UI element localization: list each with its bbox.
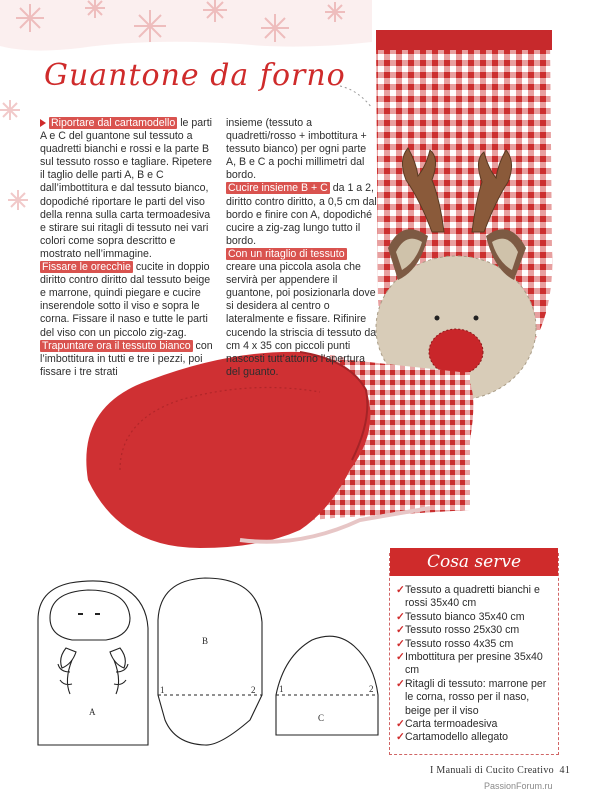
check-icon: ✓ — [396, 610, 405, 623]
pattern-label-a: A — [89, 707, 96, 717]
step-text: insieme (tessuto a quadretti/rosso + imbottitura + tessuto bianco) per ogni parte A, B e C a pochi millimetri dal bordo. — [226, 117, 367, 182]
paragraph — [40, 117, 216, 261]
page-footer — [430, 765, 570, 776]
pattern-piece-c — [276, 636, 378, 735]
check-icon: ✓ — [396, 731, 405, 744]
step-text: con l’imbottitura in tutti e tre i pezzi, poi fissare i tre strati — [40, 339, 213, 378]
check-icon: ✓ — [396, 584, 405, 596]
paragraph — [226, 248, 378, 379]
list-item: ✓ Tessuto bianco 35x40 cm — [396, 610, 525, 623]
pattern-mark-2c: 2 — [369, 684, 374, 694]
step-text: da 1 a 2, diritto contro diritto, a 0,5 cm dal bordo e finire con A, dopodiché cucire a zig-zag lungo tutto il bordo. — [226, 182, 377, 247]
list-item: ✓ Cartamodello allegato — [396, 731, 509, 744]
check-icon: ✓ — [396, 624, 405, 637]
step-highlight: Fissare le orecchie — [42, 261, 131, 274]
instructions-column-1 — [40, 117, 216, 379]
magazine-name: I Manuali di Cucito Creativo — [430, 765, 554, 776]
step-highlight: Riportare dal cartamodello — [51, 117, 176, 129]
arrow-icon — [40, 119, 46, 127]
list-item: ✓ Tessuto a quadretti bianchi e rossi 35x40 cm — [396, 584, 540, 610]
check-icon: ✓ — [396, 677, 405, 690]
list-item: ✓ Ritagli di tessuto: marrone per le corna, rosso per il naso, beige per il viso — [396, 677, 547, 717]
supplies-list — [396, 584, 556, 745]
list-item: ✓ Tessuto rosso 25x30 cm — [396, 624, 520, 637]
pattern-label-c: C — [318, 713, 325, 723]
pattern-mark-1c: 1 — [279, 684, 284, 694]
step-highlight: Con un ritaglio di tessuto — [228, 247, 345, 260]
step-highlight: Cucire insieme B + C — [228, 182, 328, 195]
page-title: Guantone da forno — [44, 58, 346, 93]
list-item: ✓ Carta termoadesiva — [396, 718, 498, 731]
page-number: 41 — [559, 765, 571, 776]
pattern-mark-1: 1 — [160, 685, 165, 695]
pattern-pieces — [38, 578, 378, 745]
check-icon: ✓ — [396, 637, 405, 650]
pattern-label-b: B — [202, 636, 209, 646]
pattern-piece-a — [38, 581, 148, 745]
step-text: creare una piccola asola che servirà per appendere il guantone, poi posizionarla dove si desidera al centro o lateralmente e fissare. Rifinire cucendo la striscia di tessuto da cm 4 x 35 con piccoli punti nascosti tutt’attorno l’apertura del guanto. — [226, 261, 377, 378]
supplies-title: Cosa serve — [390, 548, 558, 576]
paragraph — [226, 117, 378, 182]
paragraph — [40, 261, 216, 340]
list-item: ✓ Tessuto rosso 4x35 cm — [396, 637, 514, 650]
red-mitt-image — [86, 352, 473, 548]
watermark: PassionForum.ru — [484, 781, 553, 791]
pattern-mark-2: 2 — [251, 685, 256, 695]
list-item: ✓ Imbottitura per presine 35x40 cm — [396, 651, 543, 677]
check-icon: ✓ — [396, 718, 405, 731]
pattern-piece-b — [158, 578, 262, 745]
paragraph — [226, 182, 378, 247]
paragraph — [40, 340, 216, 379]
instructions-column-2 — [226, 117, 378, 379]
step-text: cucite in doppio diritto contro diritto dal tessuto beige e marrone, quindi piegare e cucire inserendole sotto il viso e sopra le corna. Fissare il naso e tutte le parti del viso con un piccolo zig-zag. — [40, 261, 211, 339]
reindeer-mitt-image — [376, 30, 552, 400]
step-highlight: Trapuntare ora il tessuto bianco — [42, 339, 191, 352]
check-icon: ✓ — [396, 651, 405, 664]
step-text: le parti A e C del guantone sul tessuto a quadretti bianchi e rossi e la parte B sul tessuto rosso e tagliare. Ripetere il taglio delle parti A, B e C dall’imbottitura e dal tessuto bianco, dopodiché riportare le parti del viso della renna sulla carta termoadesiva e stirare sui ritagli di tessuto nei vari colori come sopra descritto e mostrato nell’immagine. — [40, 117, 212, 260]
